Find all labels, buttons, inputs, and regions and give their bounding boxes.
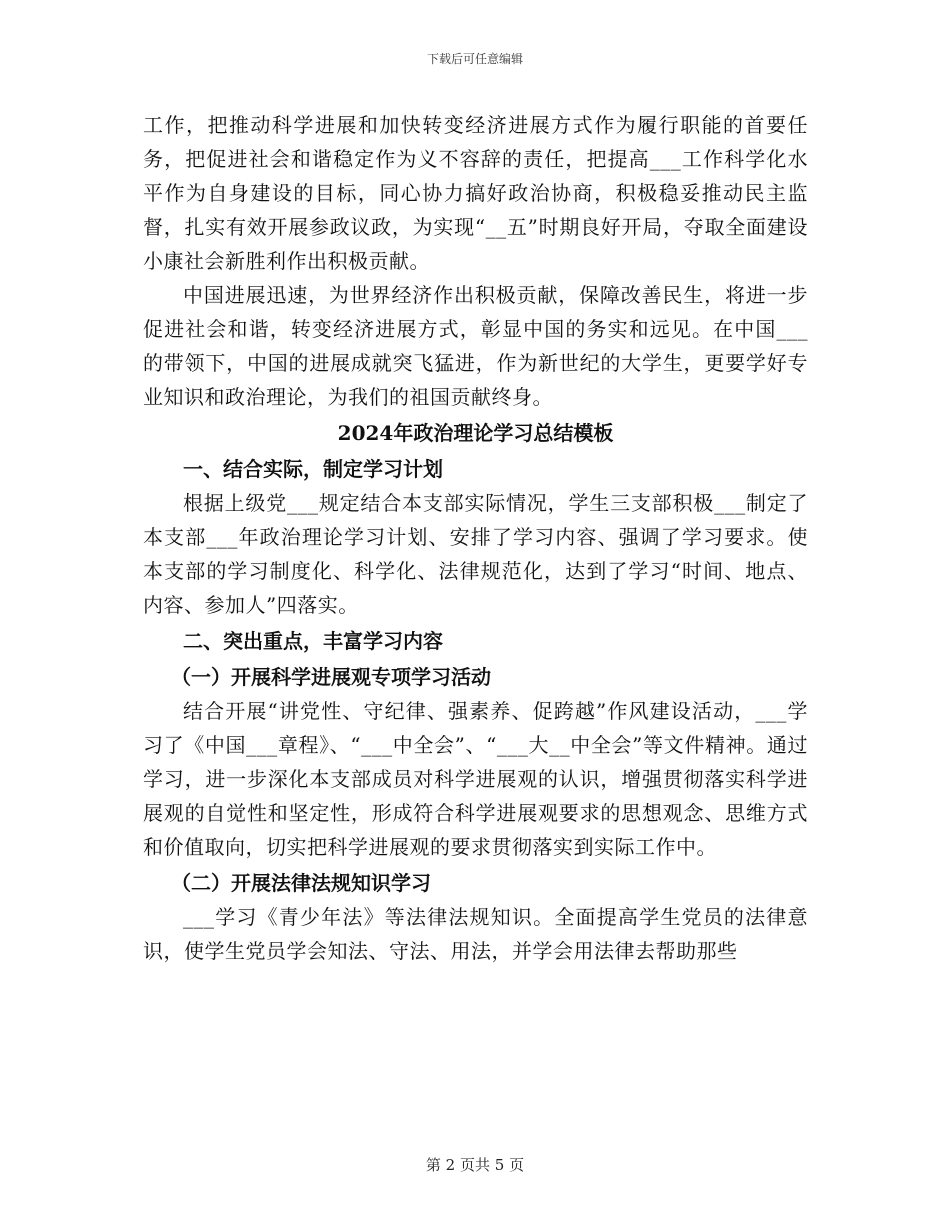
paragraph-5: ___学习《青少年法》等法律法规知识。全面提高学生党员的法律意识，使学生党员学会知法、守法、用法，并学会用法律去帮助那些 [143,905,808,963]
subsection-heading-1: （一）开展科学进展观专项学习活动 [171,665,491,689]
page-footer: 第 2 页共 5 页 [425,1156,525,1174]
page-header: 下载后可任意编辑 [426,52,523,66]
section-heading-2: 二、突出重点，丰富学习内容 [183,629,443,653]
paragraph-4: 结合开展“讲党性、守纪律、强素养、促跨越”作风建设活动，___学习了《中国___章程》、“___中全会”、“___大__中全会”等文件精神。通过学习，进一步深化本支部成员对科学进展观的认识，增强贯彻落实科学进展观的自觉性和坚定性，形成符合科学进展观要求的思想观念、思维方式和价值取向，切实把科学进展观的要求贯彻落实到实际工作中。 [143,699,808,859]
paragraph-3: 根据上级党___规定结合本支部实际情况，学生三支部积极___制定了本支部___年政治理论学习计划、安排了学习内容、强调了学习要求。使本支部的学习制度化、科学化、法律规范化，达到了学习“时间、地点、内容、参加人”四落实。 [143,491,808,617]
paragraph-1: 工作，把推动科学进展和加快转变经济进展方式作为履行职能的首要任务，把促进社会和谐稳定作为义不容辞的责任，把提高___工作科学化水平作为自身建设的目标，同心协力搞好政治协商，积极稳妥推动民主监督，扎实有效开展参政议政，为实现“__五”时期良好开局，夺取全面建设小康社会新胜利作出积极贡献。 [143,113,808,273]
document-title: 2024年政治理论学习总结模板 [337,421,614,445]
paragraph-2: 中国进展迅速，为世界经济作出积极贡献，保障改善民生，将进一步促进社会和谐，转变经济进展方式，彰显中国的务实和远见。在中国___的带领下，中国的进展成就突飞猛进，作为新世纪的大学生，更要学好专业知识和政治理论，为我们的祖国贡献终身。 [143,283,808,409]
subsection-heading-2: （二）开展法律法规知识学习 [171,871,431,895]
document-body [143,108,808,968]
section-heading-1: 一、结合实际，制定学习计划 [183,457,443,481]
